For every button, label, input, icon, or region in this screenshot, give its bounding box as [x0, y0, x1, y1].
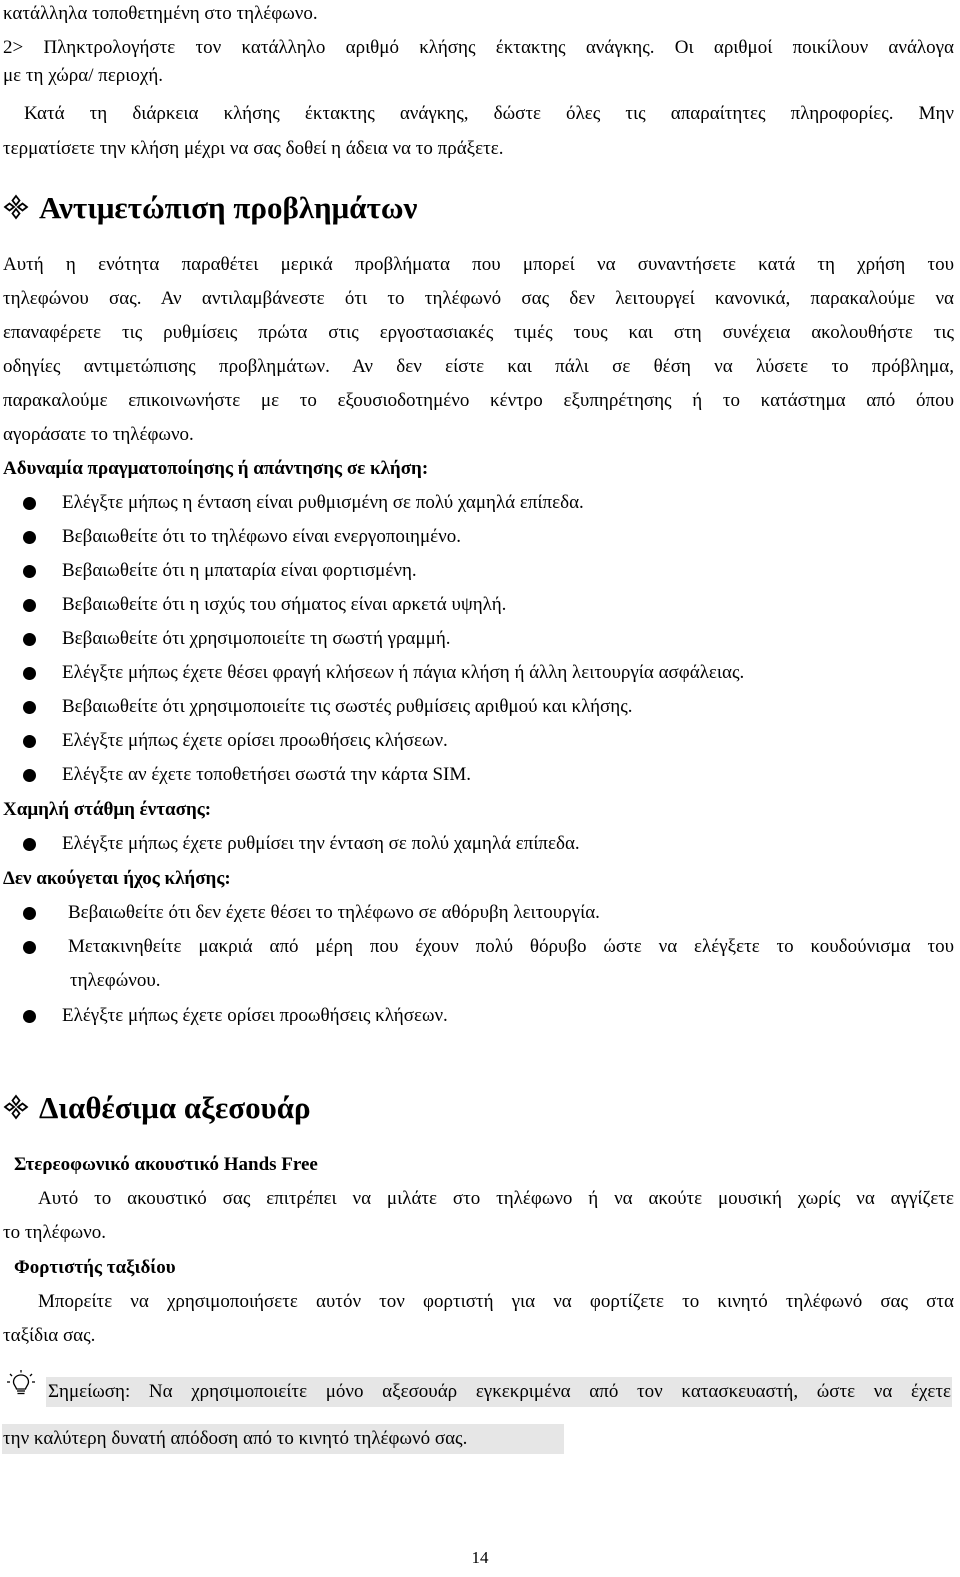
- bullet-dot-icon: [23, 599, 36, 612]
- accessory-headset-title: Στερεοφωνικό ακουστικό Hands Free: [14, 1154, 318, 1175]
- note-line-1: Σημείωση: Να χρησιμοποιείτε μόνο αξεσουάρ εγκεκριμένα από τον κατασκευαστή, ώστε να έχετε: [48, 1381, 951, 1402]
- bullet-dot-icon: [23, 907, 36, 920]
- list-item: Βεβαιωθείτε ότι δεν έχετε θέσει το τηλέφωνο σε αθόρυβη λειτουργία.: [68, 902, 600, 923]
- bullet-dot-icon: [23, 565, 36, 578]
- bullet-dot-icon: [23, 735, 36, 748]
- list-item: Βεβαιωθείτε ότι χρησιμοποιείτε τη σωστή γραμμή.: [62, 628, 451, 649]
- list-item: Ελέγξτε μήπως έχετε ρυθμίσει την ένταση σε πολύ χαμηλά επίπεδα.: [62, 833, 580, 854]
- troubleshooting-heading: [3, 188, 417, 228]
- bullet-dot-icon: [23, 701, 36, 714]
- subheading-low-volume: Χαμηλή στάθμη έντασης:: [3, 799, 212, 820]
- accessory-charger-title: Φορτιστής ταξιδίου: [14, 1257, 176, 1278]
- lightbulb-icon: [6, 1369, 36, 1399]
- list-item: Ελέγξτε μήπως έχετε θέσει φραγή κλήσεων ή πάγια κλήση ή άλλη λειτουργία ασφάλειας.: [62, 662, 745, 683]
- accessories-heading: [3, 1088, 311, 1128]
- bullet-dot-icon: [23, 633, 36, 646]
- accessory-headset-line-2: το τηλέφωνο.: [3, 1222, 106, 1243]
- troubleshooting-title: Αντιμετώπιση προβλημάτων: [39, 190, 418, 225]
- bullet-dot-icon: [23, 497, 36, 510]
- subheading-cannot-call: Αδυναμία πραγματοποίησης ή απάντησης σε κλήση:: [3, 458, 429, 479]
- list-item: Μετακινηθείτε μακριά από μέρη που έχουν πολύ θόρυβο ώστε να ελέγξετε το κουδούνισμα του: [68, 936, 954, 957]
- intro-line-3: με τη χώρα/ περιοχή.: [3, 65, 164, 86]
- troubleshooting-para-line-6: αγοράσατε το τηλέφωνο.: [3, 424, 194, 445]
- page-number: 14: [471, 1548, 489, 1567]
- list-item: Βεβαιωθείτε ότι το τηλέφωνο είναι ενεργοποιημένο.: [62, 526, 461, 547]
- list-item: Ελέγξτε μήπως έχετε ορίσει προωθήσεις κλήσεων.: [62, 730, 448, 751]
- accessories-title: Διαθέσιμα αξεσουάρ: [39, 1090, 311, 1125]
- list-item: Βεβαιωθείτε ότι η μπαταρία είναι φορτισμένη.: [62, 560, 417, 581]
- intro-line-4: Κατά τη διάρκεια κλήσης έκτακτης ανάγκης, δώστε όλες τις απαραίτητες πληροφορίες. Μην: [24, 103, 954, 124]
- note-line-2: την καλύτερη δυνατή απόδοση από το κινητό τηλέφωνό σας.: [3, 1428, 468, 1449]
- bullet-dot-icon: [23, 667, 36, 680]
- troubleshooting-para-line-2: τηλεφώνου σας. Αν αντιλαμβάνεστε ότι το τηλέφωνό σας δεν λειτουργεί κανονικά, παρακαλούμε να: [3, 288, 954, 309]
- list-item: Ελέγξτε μήπως έχετε ορίσει προωθήσεις κλήσεων.: [62, 1005, 448, 1026]
- troubleshooting-para-line-1: Αυτή η ενότητα παραθέτει μερικά προβλήματα που μπορεί να συναντήσετε κατά τη χρήση του: [3, 254, 954, 275]
- bullet-dot-icon: [23, 838, 36, 851]
- list-item: Βεβαιωθείτε ότι η ισχύς του σήματος είναι αρκετά υψηλή.: [62, 594, 507, 615]
- list-item: Ελέγξτε μήπως η ένταση είναι ρυθμισμένη σε πολύ χαμηλά επίπεδα.: [62, 492, 584, 513]
- accessory-headset-line-1: Αυτό το ακουστικό σας επιτρέπει να μιλάτε στο τηλέφωνο ή να ακούτε μουσική χωρίς να αγγίζετε: [38, 1188, 954, 1209]
- bullet-dot-icon: [23, 1010, 36, 1023]
- troubleshooting-para-line-3: επαναφέρετε τις ρυθμίσεις πρώτα στις εργοστασιακές τιμές τους και στη συνέχεια ακολουθήστε τις: [3, 322, 954, 343]
- diamond-bullet-icon: [3, 1094, 29, 1120]
- intro-line-5: τερματίσετε την κλήση μέχρι να σας δοθεί η άδεια να το πράξετε.: [3, 138, 504, 159]
- bullet-dot-icon: [23, 941, 36, 954]
- bullet-dot-icon: [23, 531, 36, 544]
- diamond-bullet-icon: [3, 194, 29, 220]
- list-item: Βεβαιωθείτε ότι χρησιμοποιείτε τις σωστές ρυθμίσεις αριθμού και κλήσης.: [62, 696, 633, 717]
- bullet-dot-icon: [23, 769, 36, 782]
- list-item-continuation: τηλεφώνου.: [70, 970, 161, 991]
- troubleshooting-para-line-4: οδηγίες αντιμετώπισης προβλημάτων. Αν δεν είστε και πάλι σε θέση να λύσετε το πρόβλημα,: [3, 356, 954, 377]
- intro-line-1: κατάλληλα τοποθετημένη στο τηλέφωνο.: [3, 3, 318, 24]
- accessory-charger-line-1: Μπορείτε να χρησιμοποιήσετε αυτόν τον φορτιστή για να φορτίζετε το κινητό τηλέφωνό σας στα: [38, 1291, 954, 1312]
- troubleshooting-para-line-5: παρακαλούμε επικοινωνήστε με το εξουσιοδοτημένο κέντρο εξυπηρέτησης ή το κατάστημα από όπου: [3, 390, 954, 411]
- accessory-charger-line-2: ταξίδια σας.: [3, 1325, 96, 1346]
- intro-line-2: 2> Πληκτρολογήστε τον κατάλληλο αριθμό κλήσης έκτακτης ανάγκης. Οι αριθμοί ποικίλουν ανάλογα: [3, 37, 954, 58]
- list-item: Ελέγξτε αν έχετε τοποθετήσει σωστά την κάρτα SIM.: [62, 764, 472, 785]
- subheading-no-ringtone: Δεν ακούγεται ήχος κλήσης:: [3, 868, 231, 889]
